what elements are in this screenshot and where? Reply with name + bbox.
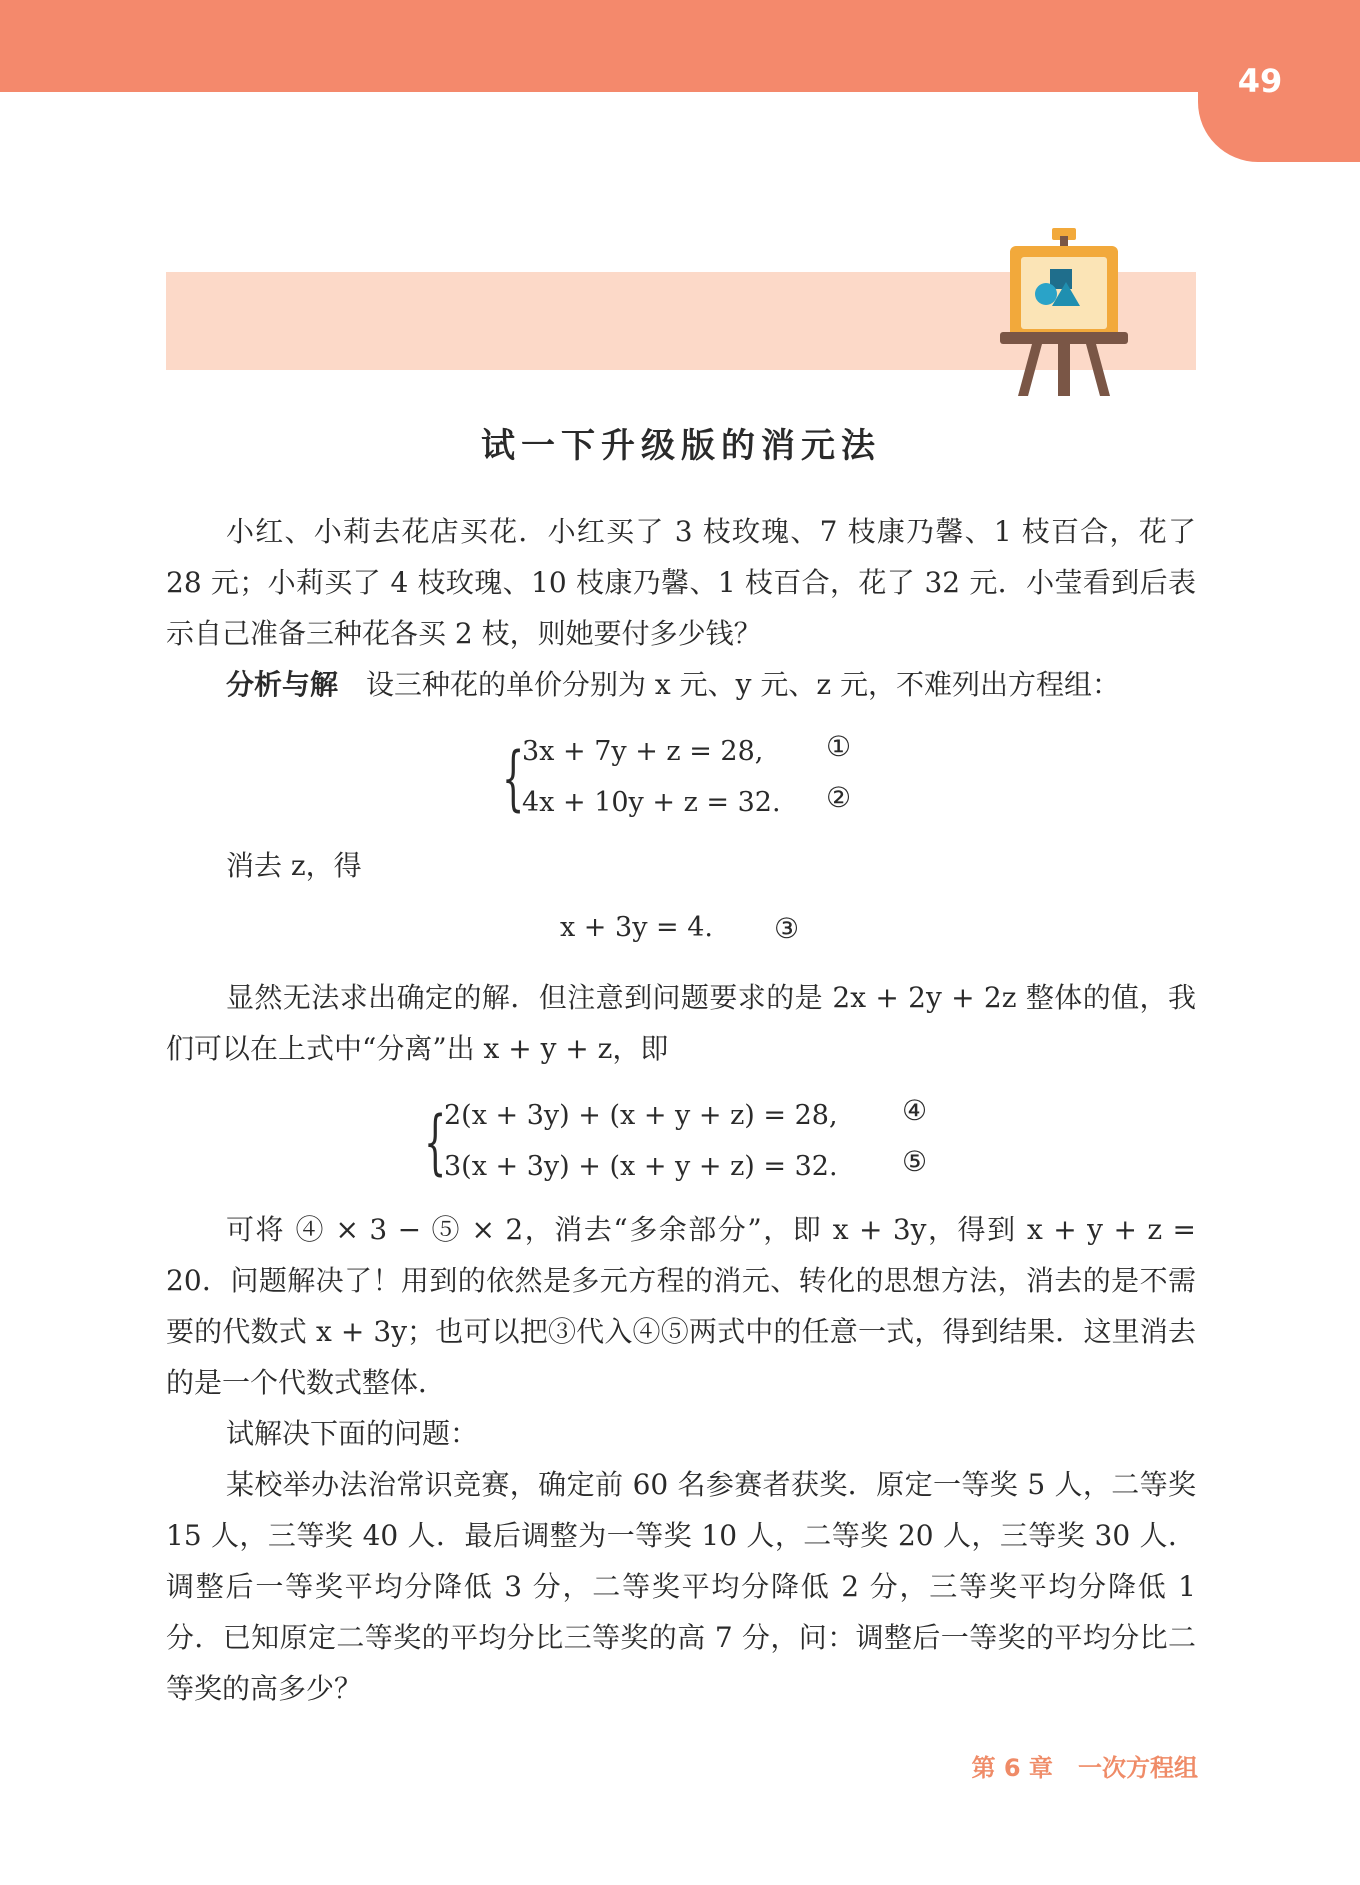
- paragraph-4-text: 试解决下面的问题：: [226, 1417, 479, 1450]
- step-block: [166, 840, 1196, 891]
- problem-text: 小红、小莉去花店买花．小红买了 3 枝玫瑰、7 枝康乃馨、1 枝百合，花了 28 元；小莉买了 4 枝玫瑰、10 枝康乃馨、1 枝百合，花了 32 元．小莹看到后表示自己准备三种花各买 2 枝，则她要付多少钱？: [166, 515, 1196, 650]
- easel-icon: [998, 226, 1130, 398]
- paragraph-2: [166, 972, 1196, 1074]
- analysis-text: 设三种花的单价分别为 x 元、y 元、z 元，不难列出方程组：: [366, 668, 1120, 701]
- analysis-label: 分析与解: [226, 668, 339, 701]
- equation-1: 3x + 7y + z = 28,: [522, 736, 764, 767]
- equation-1-number: ①: [826, 730, 852, 763]
- chapter-footer: [972, 1748, 1199, 1783]
- paragraph-5-text: 某校举办法治常识竞赛，确定前 60 名参赛者获奖．原定一等奖 5 人，二等奖 15 人，三等奖 40 人．最后调整为一等奖 10 人，二等奖 20 人，三等奖 30 人．调整后一等奖平均分降低 3 分，二等奖平均分降低 2 分，三等奖平均分降低 1 分．已知原定二等奖的平均分比三等奖的高 7 分，问：调整后一等奖的平均分比二等奖的高多少？: [166, 1468, 1196, 1705]
- equation-system-2: [424, 1090, 838, 1192]
- equation-5-number: ⑤: [902, 1145, 928, 1178]
- paragraph-3-text: 可将 ④ × 3 − ⑤ × 2，消去“多余部分”，即 x + 3y，得到 x + y + z = 20．问题解决了！用到的依然是多元方程的消元、转化的思想方法，消去的是不需要的代数式 x + 3y；也可以把③代入④⑤两式中的任意一式，得到结果．这里消去的是一个代数式整体．: [166, 1213, 1196, 1399]
- chapter-title: 一次方程组: [1078, 1754, 1198, 1782]
- header-band: [0, 0, 1360, 92]
- page-number: 49: [1237, 62, 1283, 100]
- equation-2-number: ②: [826, 781, 852, 814]
- section-title: 试一下升级版的消元法: [481, 426, 881, 466]
- equation-2: 4x + 10y + z = 32.: [522, 787, 781, 818]
- problem-block: [166, 506, 1196, 710]
- paragraph-3: [166, 1204, 1196, 1714]
- analysis-paragraph: [166, 659, 1196, 710]
- equation-3: x + 3y = 4.: [560, 912, 713, 943]
- equation-3-number: ③: [774, 912, 800, 945]
- chapter-number: 第 6 章: [971, 1754, 1053, 1782]
- equation-4: 2(x + 3y) + (x + y + z) = 28,: [444, 1100, 838, 1131]
- paragraph-2-text: 显然无法求出确定的解．但注意到问题要求的是 2x + 2y + 2z 整体的值，我们可以在上式中“分离”出 x + y + z，即: [166, 981, 1196, 1065]
- brace-symbol: {: [424, 1101, 447, 1183]
- brace-symbol: {: [502, 737, 525, 819]
- equation-system-1: [502, 726, 781, 828]
- equation-5: 3(x + 3y) + (x + y + z) = 32.: [444, 1151, 838, 1182]
- equation-4-number: ④: [902, 1094, 928, 1127]
- step-text: 消去 z，得: [226, 849, 362, 882]
